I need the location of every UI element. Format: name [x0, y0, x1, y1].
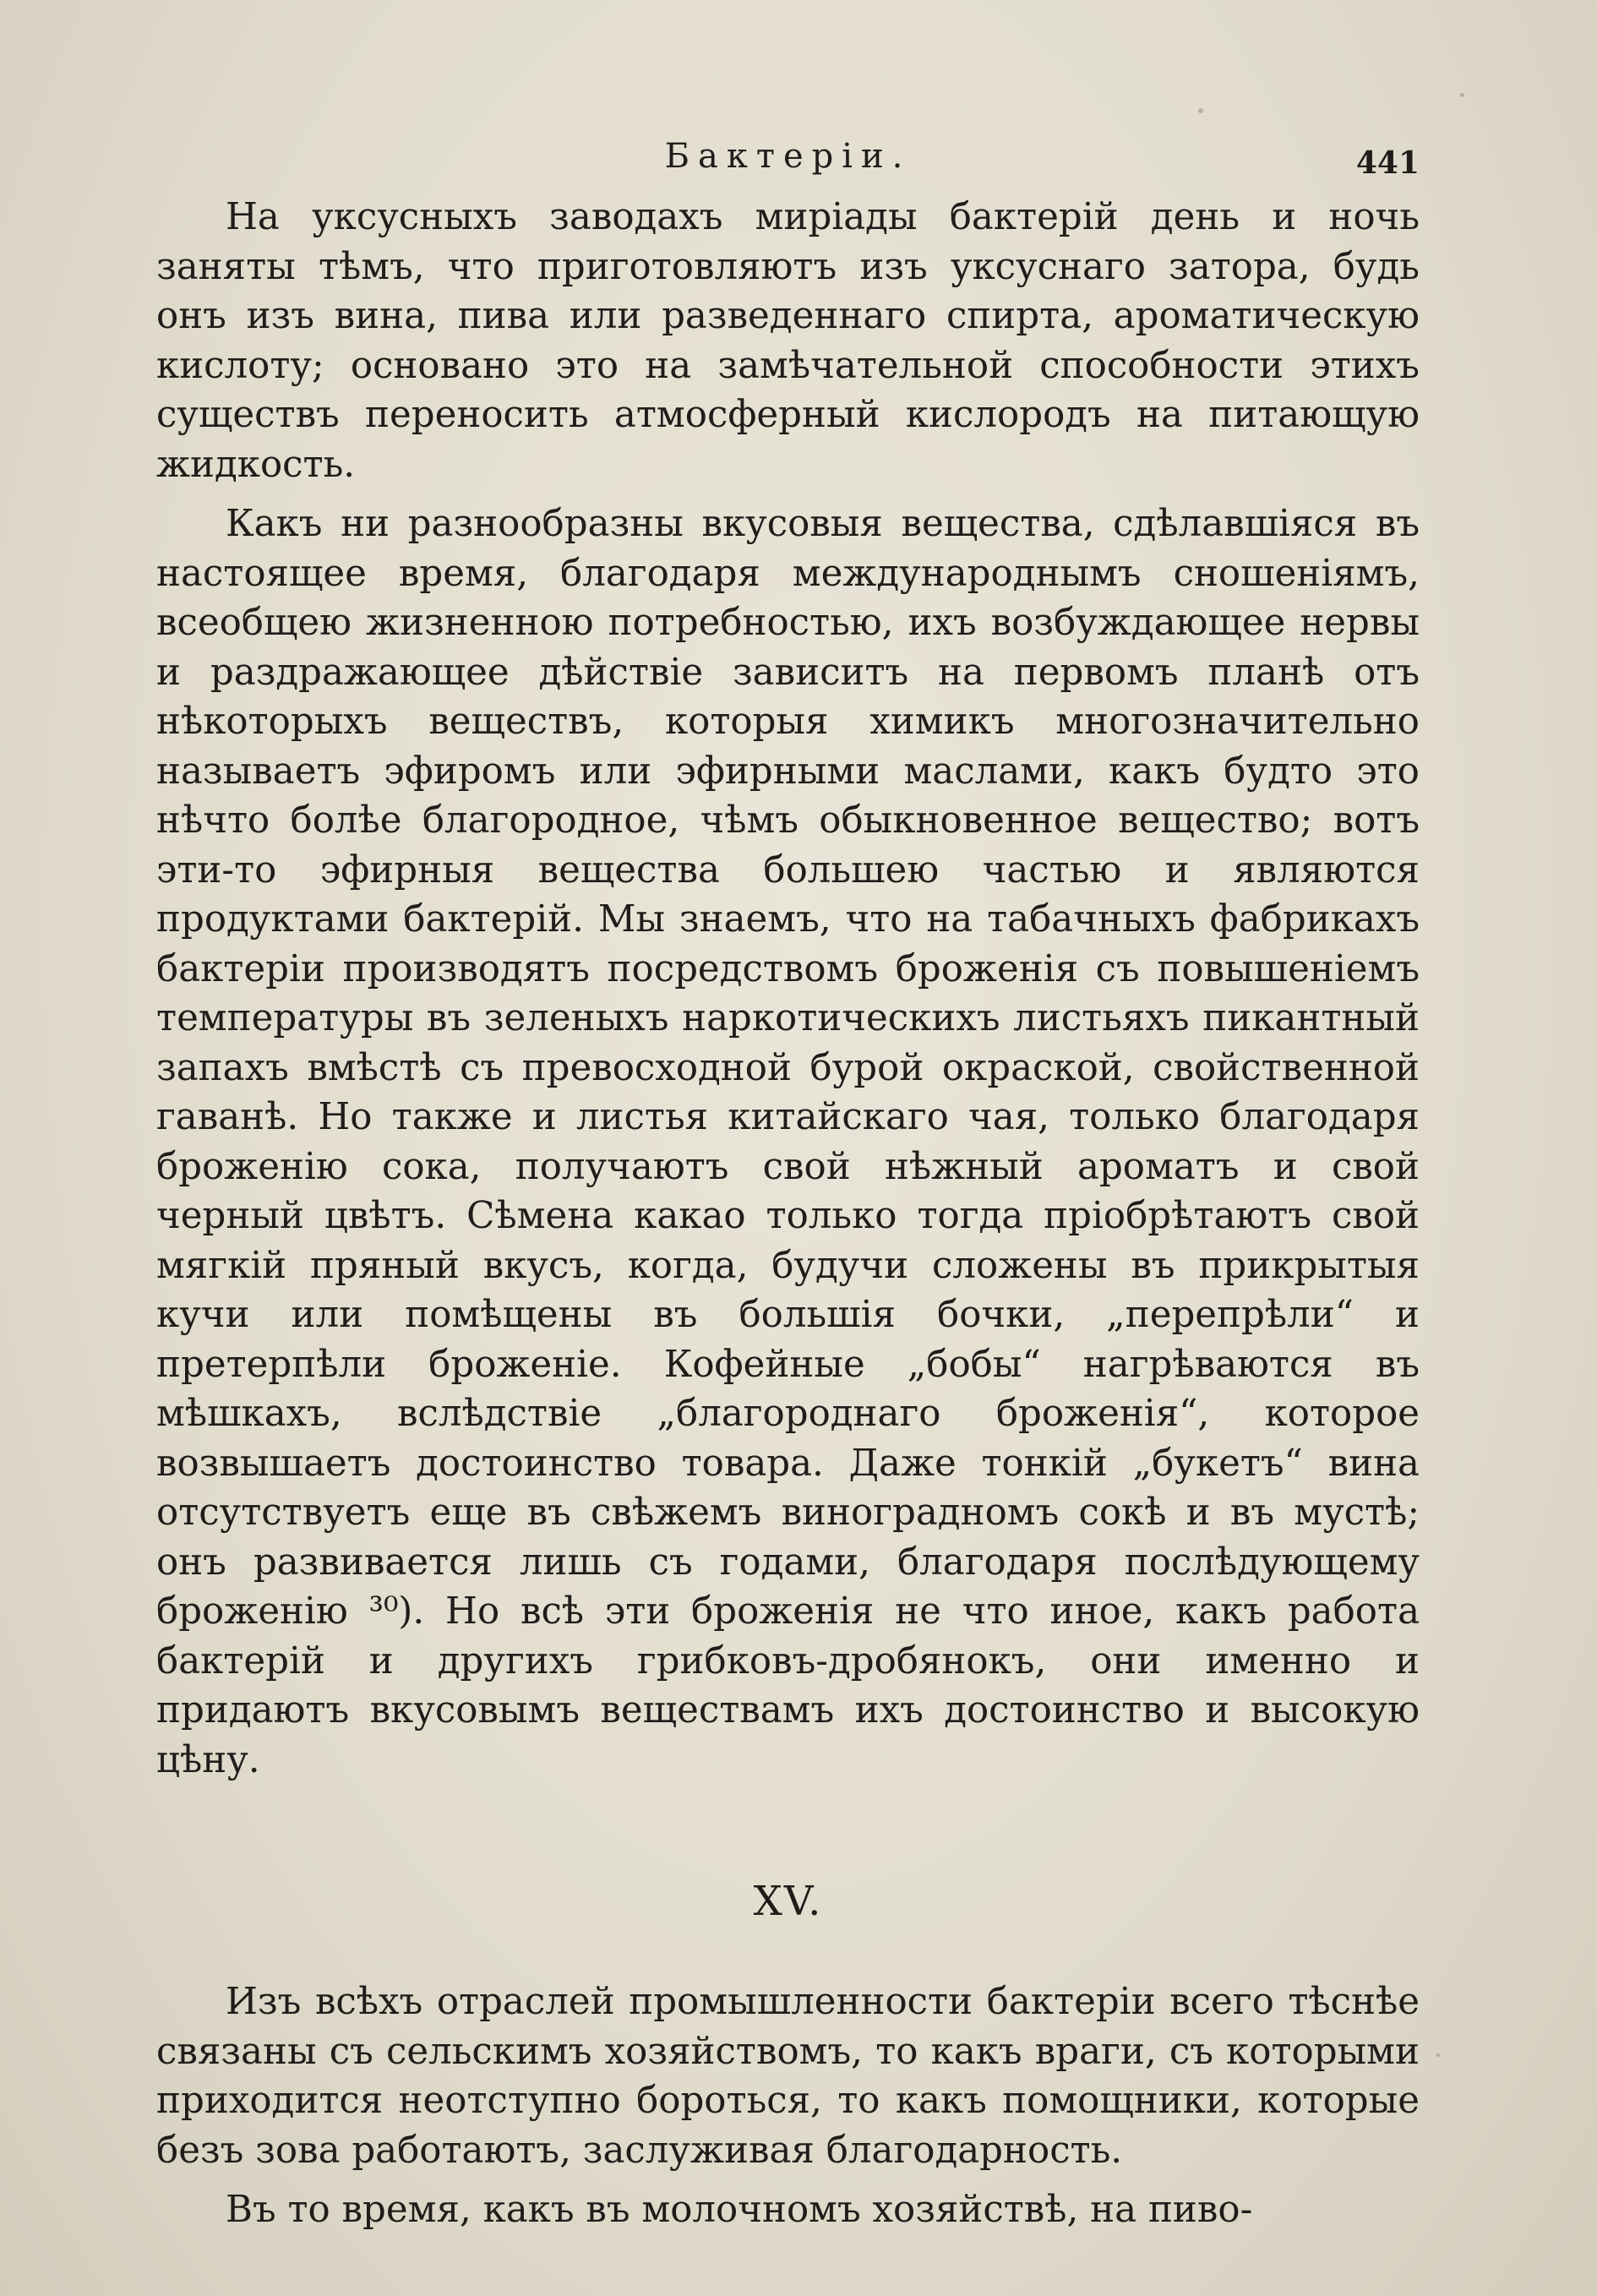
paper-speck	[1460, 93, 1464, 97]
body-text	[156, 193, 1420, 2235]
paragraph: Изъ всѣхъ отраслей промышленности бактеріи всего тѣснѣе связаны съ сельскимъ хозяйствомъ, то какъ враги, съ которыми приходится неотступно бороться, то какъ помощники, которые безъ зова работаютъ, заслуживая благодарность.	[156, 1981, 1420, 2172]
paper-speck	[1198, 108, 1203, 113]
chapter-heading: XV.	[753, 1878, 823, 1925]
paragraph: На уксусныхъ заводахъ миріады бактерій день и ночь заняты тѣмъ, что приготовляютъ изъ уксуснаго затора, будь онъ изъ вина, пива или разведеннаго спирта, ароматическую кислоту; основано это на замѣчательной способности этихъ существъ переносить атмосферный кислородъ на питающую жидкость.	[156, 196, 1420, 486]
paragraph: Какъ ни разнообразны вкусовыя вещества, сдѣлавшіяся въ настоящее время, благодаря международнымъ сношеніямъ, всеобщею жизненною потребностью, ихъ возбуждающее нервы и раздражающее дѣйствіе зависитъ на первомъ планѣ отъ нѣкоторыхъ веществъ, которыя химикъ многозначительно называетъ эфиромъ или эфирными маслами, какъ будто это нѣчто болѣе благородное, чѣмъ обыкновенное вещество; вотъ эти-то эфирныя вещества большею частью и являются продуктами бактерій. Мы знаемъ, что на табачныхъ фабрикахъ бактеріи производятъ посредствомъ броженія съ повышеніемъ температуры въ зеленыхъ наркотическихъ листьяхъ пикантный запахъ вмѣстѣ съ превосходной бурой окраской, свойственной гаванѣ. Но также и листья китайскаго чая, только благодаря броженію сока, получаютъ свой нѣжный ароматъ и свой черный цвѣтъ. Сѣмена какао только тогда пріобрѣтаютъ свой мягкій пряный вкусъ, когда, будучи сложены въ прикрытыя кучи или помѣщены въ большія бочки, „перепрѣли“ и претерпѣли броженіе. Кофейные „бобы“ нагрѣваются въ мѣшкахъ, вслѣдствіе „благороднаго броженія“, которое возвышаетъ достоинство товара. Даже тонкій „букетъ“ вина отсутствуетъ еще въ свѣжемъ виноградномъ сокѣ и въ мустѣ; онъ развивается лишь съ годами, благодаря послѣдующему броженію ³⁰). Но всѣ эти броженія не что иное, какъ работа бактерій и другихъ грибковъ-дробянокъ, они именно и придаютъ вкусовымъ веществамъ ихъ достоинство и высокую цѣну.	[156, 503, 1420, 1781]
paper-speck	[1436, 2053, 1440, 2057]
page-header	[156, 127, 1420, 186]
paragraph: Въ то время, какъ въ молочномъ хозяйствѣ, на пиво-	[226, 2189, 1253, 2231]
page-number: 441	[1355, 145, 1420, 181]
running-title: Бактеріи.	[664, 137, 912, 176]
